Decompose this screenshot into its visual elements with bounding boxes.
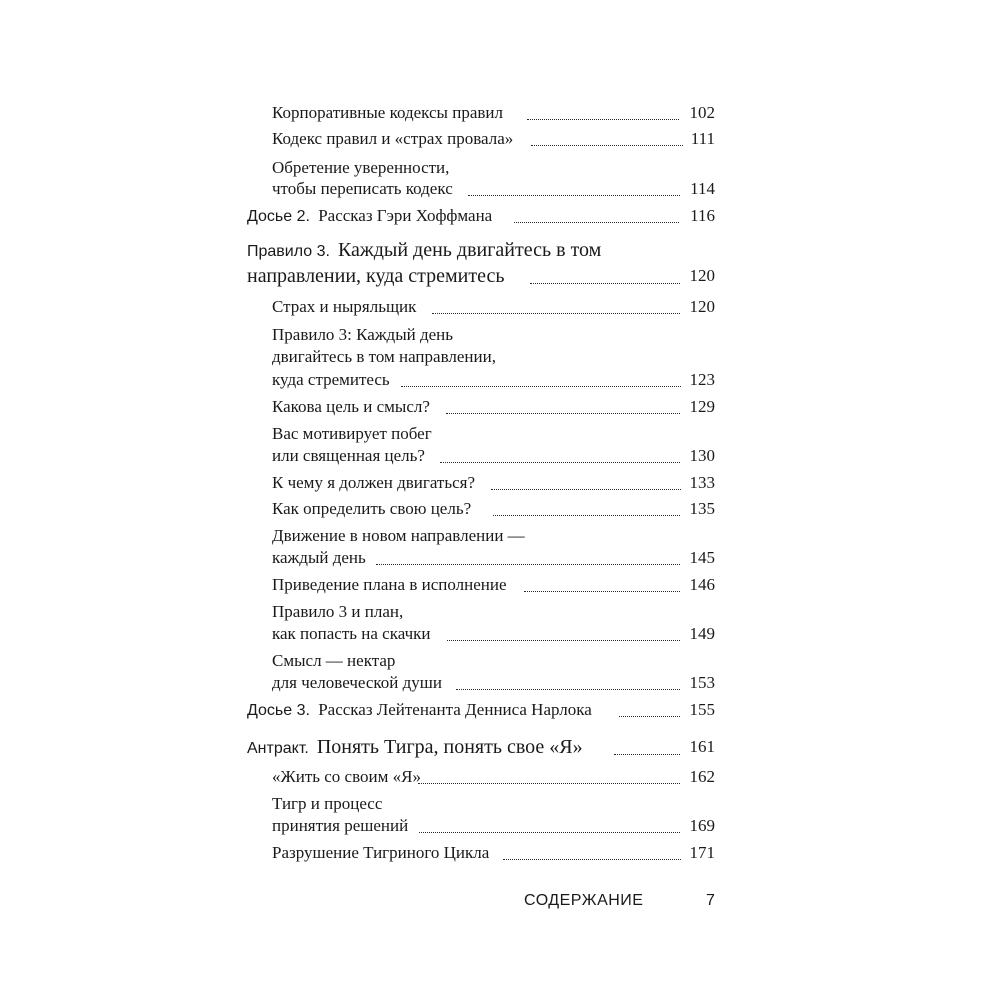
- dot-leader: [524, 590, 680, 592]
- toc-entry-page: 169: [689, 816, 715, 835]
- toc-entry-page: 133: [689, 473, 715, 492]
- toc-entry: [0, 294, 1000, 319]
- toc-entry-title: Рассказ Гэри Хоффмана: [318, 206, 493, 225]
- dot-leader: [468, 194, 680, 196]
- toc-entry-page: 145: [689, 548, 715, 567]
- toc-entry: [0, 443, 1000, 468]
- dot-leader: [531, 144, 683, 146]
- toc-entry-title-line: Движение в новом направлении —: [272, 526, 525, 545]
- toc-entry-title-line: куда стремитесь: [272, 370, 390, 389]
- toc-dossier: [0, 203, 1000, 228]
- toc-entry-title: К чему я должен двигаться?: [272, 473, 476, 492]
- dot-leader: [447, 639, 680, 641]
- toc-entry-title-line: двигайтесь в том направлении,: [272, 347, 496, 366]
- dot-leader: [527, 118, 679, 120]
- dossier-label: Досье 2.: [247, 208, 310, 225]
- dot-leader: [493, 514, 680, 516]
- toc-entry-page: 123: [689, 370, 715, 389]
- dot-leader: [503, 858, 681, 860]
- toc-entry: [0, 764, 1000, 789]
- running-footer-title: СОДЕРЖАНИЕ: [524, 892, 644, 909]
- toc-entry: [0, 621, 1000, 646]
- dot-leader: [530, 282, 680, 284]
- toc-entry-page: 116: [690, 206, 715, 225]
- chapter-label: Правило 3.: [247, 243, 330, 260]
- toc-entry-page: 120: [689, 297, 715, 316]
- toc-entry-title-line: принятия решений: [272, 816, 409, 835]
- toc-entry-title: Приведение плана в исполнение: [272, 575, 507, 594]
- toc-chapter: [0, 236, 1000, 264]
- toc-entry-page: 111: [690, 129, 715, 148]
- toc-entry-page: 161: [689, 737, 715, 756]
- dot-leader: [432, 312, 680, 314]
- toc-entry: [0, 496, 1000, 521]
- toc-entry-title: «Жить со своим «Я»: [272, 767, 421, 786]
- toc-entry-page: 135: [689, 499, 715, 518]
- chapter-label: Антракт.: [247, 740, 309, 757]
- toc-entry-title-line: каждый день: [272, 548, 366, 567]
- toc-entry-title: Корпоративные кодексы правил: [272, 103, 503, 122]
- chapter-title-line: направлении, куда стремитесь: [247, 265, 505, 287]
- toc-entry: [0, 813, 1000, 838]
- toc-entry: [0, 470, 1000, 495]
- dot-leader: [614, 753, 680, 755]
- dot-leader: [491, 488, 681, 490]
- dot-leader: [419, 831, 680, 833]
- dot-leader: [418, 782, 680, 784]
- toc-entry-page: 114: [690, 179, 715, 198]
- toc-entry-title-line: Смысл — нектар: [272, 651, 396, 670]
- dot-leader: [401, 385, 681, 387]
- toc-entry-page: 149: [689, 624, 715, 643]
- toc-entry-title: Кодекс правил и «страх провала»: [272, 129, 514, 148]
- toc-entry-title-line: Правило 3: Каждый день: [272, 325, 454, 344]
- chapter-title-line: Каждый день двигайтесь в том: [337, 239, 602, 261]
- toc-entry: [0, 545, 1000, 570]
- toc-entry-title: Рассказ Лейтенанта Денниса Нарлока: [318, 700, 592, 719]
- page-number: 7: [706, 892, 716, 909]
- toc-entry: [0, 367, 1000, 392]
- toc-entry-title-line: чтобы переписать кодекс: [272, 179, 453, 198]
- dot-leader: [376, 563, 680, 565]
- toc-entry-title-line: Правило 3 и план,: [272, 602, 404, 621]
- toc-entry-title: Разрушение Тигриного Цикла: [272, 843, 490, 862]
- toc-entry-page: 155: [689, 700, 715, 719]
- toc-entry-page: 130: [689, 446, 715, 465]
- toc-entry-page: 129: [689, 397, 715, 416]
- toc-entry: [0, 572, 1000, 597]
- dot-leader: [619, 715, 680, 717]
- dot-leader: [440, 461, 680, 463]
- toc-entry: [0, 100, 1000, 125]
- toc-entry-title-line: для человеческой души: [272, 673, 442, 692]
- toc-dossier: [0, 697, 1000, 722]
- toc-entry-title-line: как попасть на скачки: [272, 624, 431, 643]
- dot-leader: [456, 688, 680, 690]
- toc-entry-title: Какова цель и смысл?: [272, 397, 430, 416]
- toc-chapter: [0, 262, 1000, 290]
- dot-leader: [514, 221, 679, 223]
- dot-leader: [446, 412, 680, 414]
- toc-entry: [0, 394, 1000, 419]
- toc-entry-page: 102: [689, 103, 715, 122]
- toc-entry-page: 171: [689, 843, 715, 862]
- toc-entry-page: 146: [689, 575, 715, 594]
- toc-entry-page: 120: [689, 266, 715, 285]
- toc-entry-title-line: Тигр и процесс: [272, 794, 383, 813]
- toc-entry-title-line: Обретение уверенности,: [272, 158, 450, 177]
- toc-entry-title: Страх и ныряльщик: [272, 297, 417, 316]
- dossier-label: Досье 3.: [247, 702, 310, 719]
- toc-entry: [0, 126, 1000, 151]
- toc-entry: [0, 344, 1000, 369]
- chapter-title: Понять Тигра, понять свое «Я»: [316, 736, 583, 758]
- toc-entry-page: 153: [689, 673, 715, 692]
- toc-entry: [0, 840, 1000, 865]
- toc-entry-title-line: или священная цель?: [272, 446, 425, 465]
- toc-entry: [0, 176, 1000, 201]
- toc-entry-title: Как определить свою цель?: [272, 499, 472, 518]
- toc-chapter: [0, 733, 1000, 761]
- toc-entry-title-line: Вас мотивирует побег: [272, 424, 432, 443]
- toc-entry-page: 162: [689, 767, 715, 786]
- toc-entry: [0, 670, 1000, 695]
